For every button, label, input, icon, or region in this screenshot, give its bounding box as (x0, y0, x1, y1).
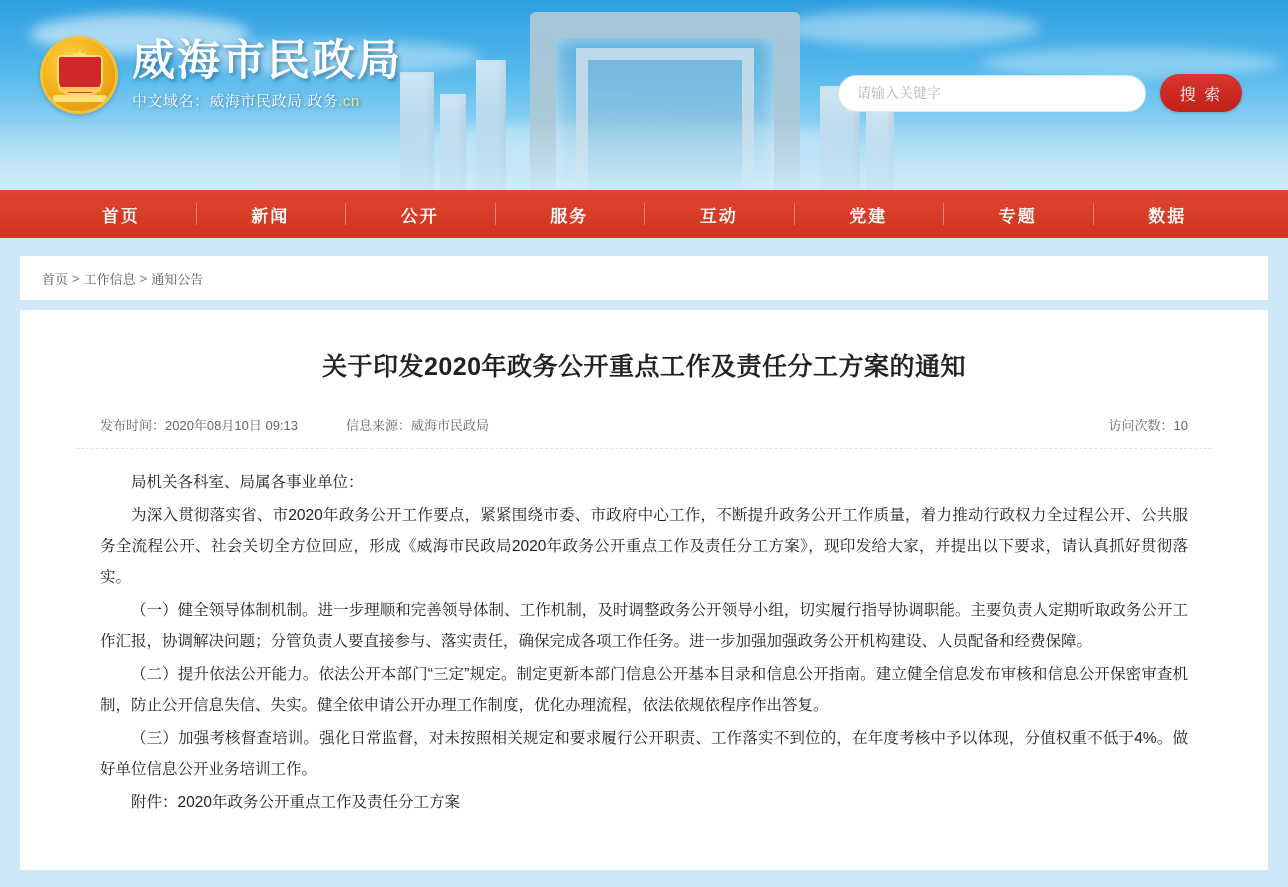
nav-item-service[interactable]: 服务 (495, 190, 645, 238)
article-container (20, 310, 1268, 870)
breadcrumb-separator: > (72, 270, 80, 286)
breadcrumb-item-home[interactable]: 首页 (42, 271, 69, 287)
article-attachment-line: 附件：2020年政务公开重点工作及责任分工方案 (131, 794, 460, 811)
publish-time-label: 发布时间： (100, 418, 166, 433)
article-source (346, 415, 489, 434)
emblem-bar-upper (59, 87, 101, 92)
article-source-value: 威海市民政局 (411, 418, 490, 433)
site-logo-block[interactable] (40, 36, 402, 114)
article-body (76, 449, 1212, 818)
site-domain-value: 威海市民政局 (209, 93, 303, 111)
site-domain-value-b: 政务 (307, 93, 339, 111)
page-content (0, 256, 1288, 870)
nav-item-special[interactable]: 专题 (943, 190, 1093, 238)
article-paragraph: （三）加强考核督查培训。强化日常监督，对未按照相关规定和要求履行公开职责、工作落实不到位的，在年度考核中予以体现，分值权重不低于4%。做好单位信息公开业务培训工作。 (100, 730, 1188, 778)
article-paragraph: 局机关各科室、局属各事业单位： (131, 474, 364, 491)
article-paragraph: 为深入贯彻落实省、市2020年政务公开工作要点，紧紧围绕市委、市政府中心工作，不断提升政务公开工作质量，着力推动行政权力全过程公开、公共服务全流程公开、社会关切全方位回应，形成《威海市民政局2020年政务公开重点工作及责任分工方案》，现印发给大家，并提出以下要求，请认真抓好贯彻落实。 (100, 507, 1188, 586)
site-domain-dot2: . (338, 93, 343, 111)
breadcrumb (20, 256, 1268, 300)
article-meta (76, 415, 1212, 449)
article-title: 关于印发2020年政务公开重点工作及责任分工方案的通知 (321, 353, 967, 381)
article-paragraph: （一）健全领导体制机制。进一步理顺和完善领导体制、工作机制，及时调整政务公开领导小组，切实履行指导协调职能。主要负责人定期听取政务公开工作汇报，协调解决问题；分管负责人要直接参与、落实责任，确保完成各项工作任务。进一步加强加强政务公开机构建设、人员配备和经费保障。 (100, 602, 1188, 650)
search-area (838, 74, 1242, 112)
nav-item-news[interactable]: 新闻 (196, 190, 346, 238)
publish-time-value: 2020年08月10日 09:13 (165, 418, 298, 433)
article-views-value: 10 (1173, 418, 1188, 433)
site-banner (0, 0, 1288, 190)
site-domain-label: 中文域名： (132, 93, 210, 111)
article-paragraph: （二）提升依法公开能力。依法公开本部门“三定”规定。制定更新本部门信息公开基本目录和信息公开指南。建立健全信息发布审核和信息公开保密审查机制，防止公开信息失信、失实。健全依申请公开办理工作制度，优化办理流程，依法依规依程序作出答复。 (100, 666, 1188, 714)
breadcrumb-separator: > (139, 270, 148, 286)
emblem-bar-lower (53, 95, 107, 102)
site-domain-dot: . (302, 93, 308, 111)
search-input[interactable] (838, 75, 1146, 112)
nav-item-home[interactable]: 首页 (101, 206, 140, 226)
banner-haze-overlay (0, 120, 1288, 190)
nav-item-open[interactable]: 公开 (345, 190, 495, 238)
nav-item-data[interactable]: 数据 (1093, 190, 1243, 238)
site-domain-tld: cn (342, 93, 360, 111)
nav-item-party[interactable]: 党建 (794, 190, 944, 238)
article-source-label: 信息来源： (346, 418, 412, 433)
national-emblem-icon (40, 36, 118, 114)
article-views-label: 访问次数： (1108, 418, 1174, 433)
search-button[interactable]: 搜 索 (1160, 74, 1242, 112)
breadcrumb-item-work-info[interactable]: 工作信息 (83, 271, 136, 287)
nav-item-interaction[interactable]: 互动 (644, 190, 794, 238)
site-title: 威海市民政局 (132, 37, 402, 85)
publish-time (100, 415, 298, 434)
article-views (1109, 415, 1188, 434)
site-domain (132, 90, 402, 111)
main-navigation (0, 190, 1288, 238)
breadcrumb-item-notice[interactable]: 通知公告 (151, 271, 204, 287)
